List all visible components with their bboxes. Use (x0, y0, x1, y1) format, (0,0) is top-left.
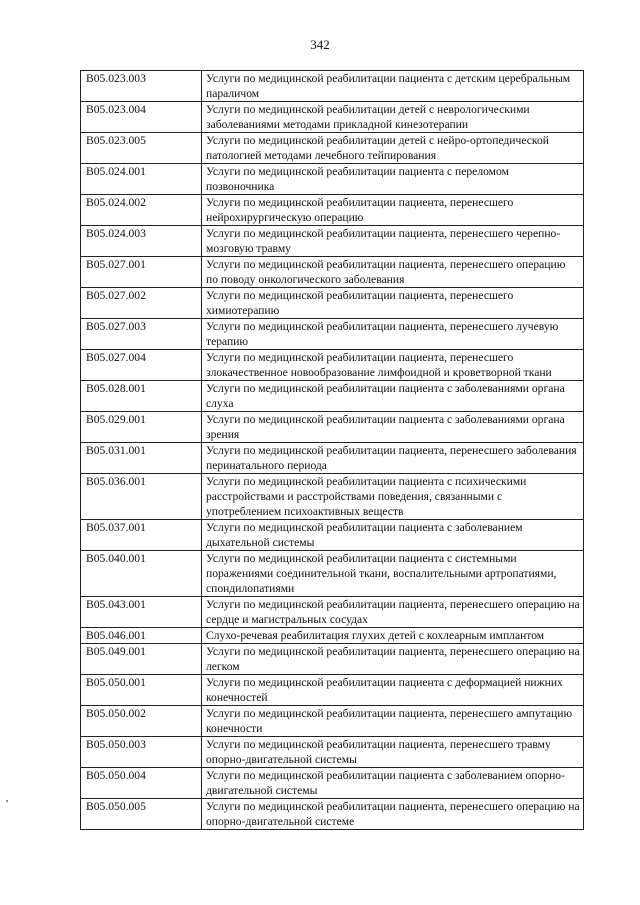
table-row (81, 799, 584, 830)
service-description: Услуги по медицинской реабилитации детей с нейро-ортопедической патологией методами лечебного тейпирования (202, 133, 584, 164)
service-code: B05.027.004 (81, 350, 202, 381)
service-description: Услуги по медицинской реабилитации пациента, перенесшего химиотерапию (202, 288, 584, 319)
table-row (81, 164, 584, 195)
service-code: B05.050.001 (81, 675, 202, 706)
table-row (81, 628, 584, 644)
service-code: B05.028.001 (81, 381, 202, 412)
table-row (81, 133, 584, 164)
table-row (81, 520, 584, 551)
service-code: B05.023.003 (81, 71, 202, 102)
service-description: Услуги по медицинской реабилитации пациента, перенесшего нейрохирургическую операцию (202, 195, 584, 226)
service-description: Услуги по медицинской реабилитации пациента, перенесшего операцию на сердце и магистральных сосудах (202, 597, 584, 628)
service-code: B05.050.002 (81, 706, 202, 737)
service-description: Услуги по медицинской реабилитации пациента с заболеваниями органа слуха (202, 381, 584, 412)
table-row (81, 412, 584, 443)
service-code: B05.046.001 (81, 628, 202, 644)
table-row (81, 706, 584, 737)
service-code: B05.037.001 (81, 520, 202, 551)
service-description: Услуги по медицинской реабилитации пациента с детским церебральным параличом (202, 71, 584, 102)
table-row (81, 71, 584, 102)
table-row (81, 288, 584, 319)
service-code: B05.040.001 (81, 551, 202, 597)
page-number: 342 (310, 37, 330, 52)
service-code: B05.049.001 (81, 644, 202, 675)
table-row (81, 102, 584, 133)
service-code: B05.024.002 (81, 195, 202, 226)
table-row (81, 226, 584, 257)
table-row (81, 768, 584, 799)
service-description: Услуги по медицинской реабилитации пациента, перенесшего операцию по поводу онкологического заболевания (202, 257, 584, 288)
service-description: Услуги по медицинской реабилитации пациента, перенесшего ампутацию конечности (202, 706, 584, 737)
service-description: Услуги по медицинской реабилитации пациента, перенесшего травму опорно-двигательной системы (202, 737, 584, 768)
service-code: B05.027.002 (81, 288, 202, 319)
scan-speck (6, 800, 8, 802)
service-code: B05.023.004 (81, 102, 202, 133)
service-code: B05.024.003 (81, 226, 202, 257)
service-description: Услуги по медицинской реабилитации пациента с заболеванием опорно-двигательной системы (202, 768, 584, 799)
services-table-body (81, 71, 584, 830)
services-table (80, 70, 584, 830)
service-description: Услуги по медицинской реабилитации пациента, перенесшего операцию на опорно-двигательной системе (202, 799, 584, 830)
table-row (81, 319, 584, 350)
service-code: B05.023.005 (81, 133, 202, 164)
table-row (81, 644, 584, 675)
table-row (81, 675, 584, 706)
service-code: B05.027.001 (81, 257, 202, 288)
service-code: B05.050.004 (81, 768, 202, 799)
service-description: Услуги по медицинской реабилитации пациента, перенесшего черепно-мозговую травму (202, 226, 584, 257)
table-row (81, 381, 584, 412)
table-row (81, 474, 584, 520)
service-description: Услуги по медицинской реабилитации пациента, перенесшего злокачественное новообразование лимфоидной и кроветворной ткани (202, 350, 584, 381)
service-description: Слухо-речевая реабилитация глухих детей с кохлеарным имплантом (202, 628, 584, 644)
service-code: B05.050.005 (81, 799, 202, 830)
service-description: Услуги по медицинской реабилитации пациента, перенесшего заболевания перинатального периода (202, 443, 584, 474)
service-description: Услуги по медицинской реабилитации пациента, перенесшего лучевую терапию (202, 319, 584, 350)
table-row (81, 257, 584, 288)
service-code: B05.029.001 (81, 412, 202, 443)
service-description: Услуги по медицинской реабилитации пациента с системными поражениями соединительной ткани, воспалительными артропатиями, спондилопатиями (202, 551, 584, 597)
service-description: Услуги по медицинской реабилитации пациента с заболеваниями органа зрения (202, 412, 584, 443)
service-code: B05.050.003 (81, 737, 202, 768)
table-row (81, 195, 584, 226)
service-description: Услуги по медицинской реабилитации пациента, перенесшего операцию на легком (202, 644, 584, 675)
service-code: B05.036.001 (81, 474, 202, 520)
table-row (81, 350, 584, 381)
table-row (81, 737, 584, 768)
service-code: B05.024.001 (81, 164, 202, 195)
service-code: B05.031.001 (81, 443, 202, 474)
table-row (81, 551, 584, 597)
table-row (81, 443, 584, 474)
service-description: Услуги по медицинской реабилитации пациента с заболеванием дыхательной системы (202, 520, 584, 551)
service-description: Услуги по медицинской реабилитации пациента с переломом позвоночника (202, 164, 584, 195)
service-description: Услуги по медицинской реабилитации детей с неврологическими заболеваниями методами прикладной кинезотерапии (202, 102, 584, 133)
service-description: Услуги по медицинской реабилитации пациента с деформацией нижних конечностей (202, 675, 584, 706)
table-row (81, 597, 584, 628)
service-description: Услуги по медицинской реабилитации пациента с психическими расстройствами и расстройствами поведения, связанными с употреблением психоактивных веществ (202, 474, 584, 520)
service-code: B05.043.001 (81, 597, 202, 628)
service-code: B05.027.003 (81, 319, 202, 350)
